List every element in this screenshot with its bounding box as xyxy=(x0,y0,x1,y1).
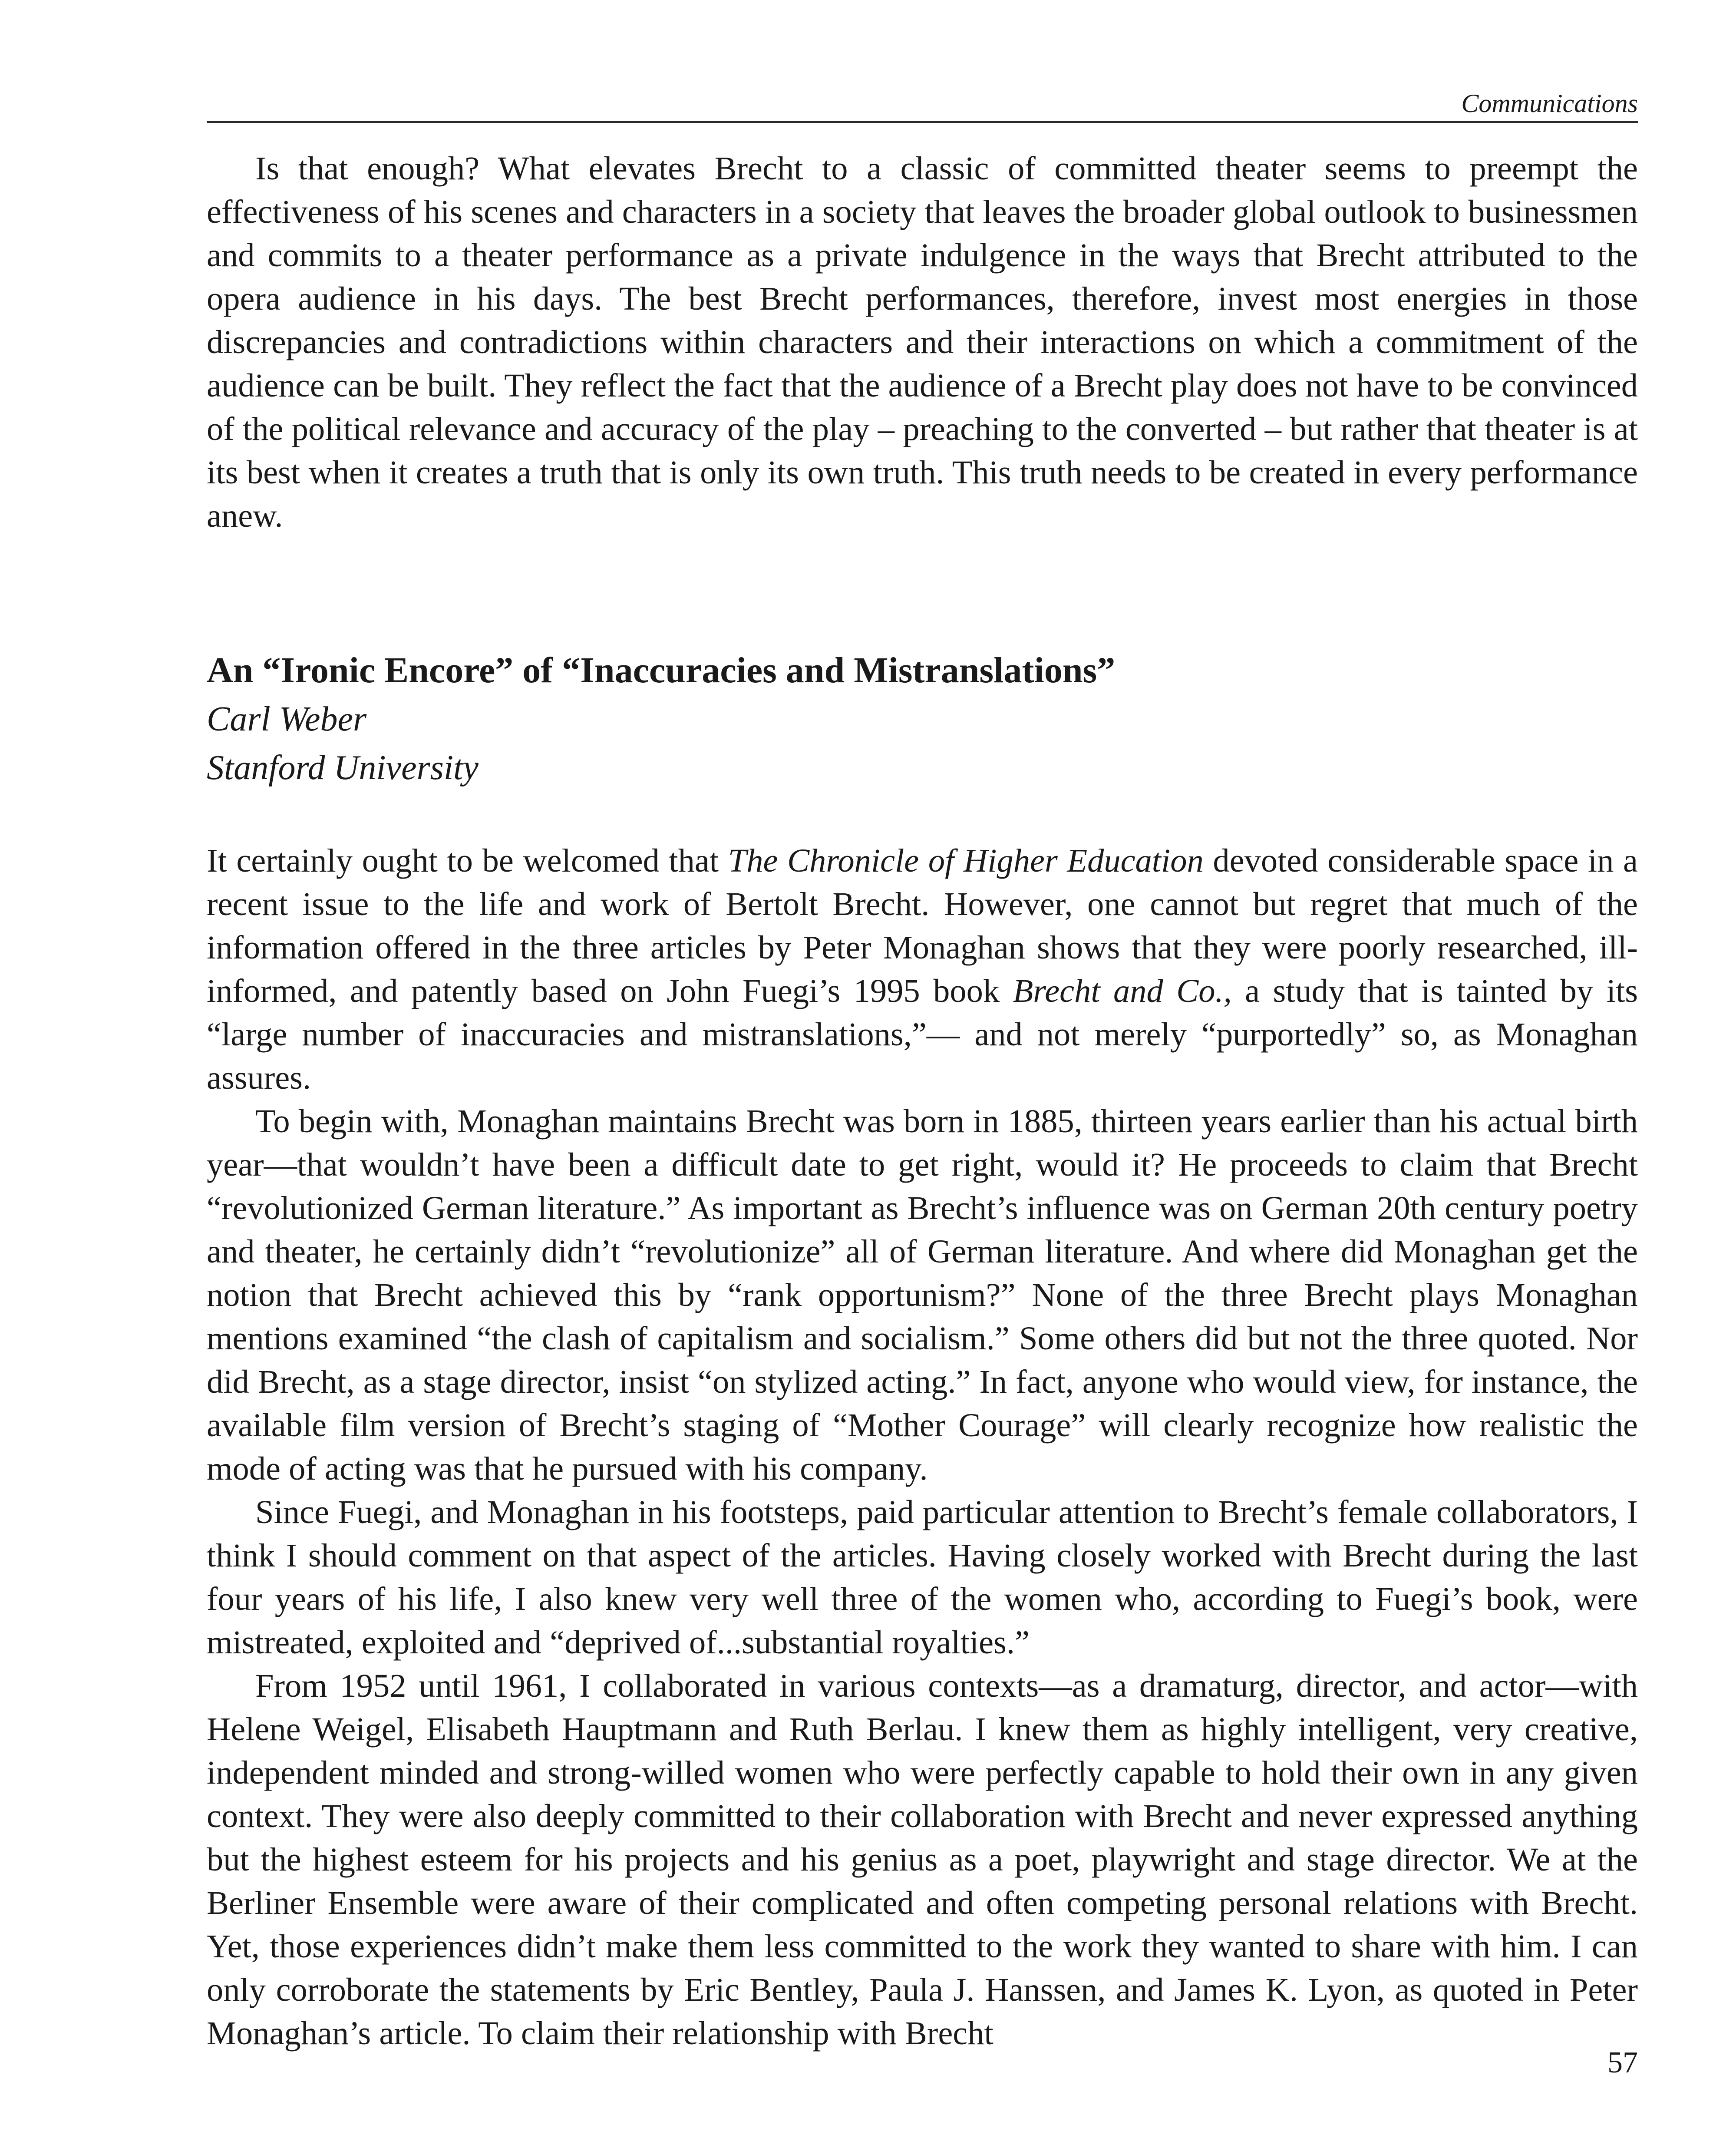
article-author: Carl Weber xyxy=(207,700,367,738)
page-number: 57 xyxy=(1607,2046,1638,2079)
article-paragraph-4: From 1952 until 1961, I collaborated in various contexts—as a dramaturg, director, and actor—with Helene Weigel, Elisabeth Hauptmann and Ruth Berlau. I knew them as highly intelligent, very creative, independent minded and strong-willed women who were perfectly capable to hold their own in any given context. They were also deeply committed to their collaboration with Brecht and never expressed anything but the highest esteem for his projects and his genius as a poet, playwright and stage director. We at the Berliner Ensemble were aware of their complicated and often competing personal relations with Brecht. Yet, those experiences didn’t make them less committed to the work they wanted to share with him. I can only corroborate the statements by Eric Bentley, Paula J. Hanssen, and James K. Lyon, as quoted in Peter Monaghan’s article. To claim their relationship with Brecht xyxy=(207,1667,1638,2052)
section-gap xyxy=(207,538,1638,646)
article-paragraph-1 xyxy=(207,839,1638,1100)
article-paragraph-2: To begin with, Monaghan maintains Brecht was born in 1885, thirteen years earlier than his actual birth year—that wouldn’t have been a difficult date to get right, would it? He proceeds to claim that Brecht “revolutionized German literature.” As important as Brecht’s influence was on German 20th century poetry and theater, he certainly didn’t “revolutionize” all of German literature. And where did Monaghan get the notion that Brecht achieved this by “rank opportunism?” None of the three Brecht plays Monaghan mentions examined “the clash of capitalism and socialism.” Some others did but not the three quoted. Nor did Brecht, as a stage director, insist “on stylized acting.” In fact, anyone who would view, for instance, the available film version of Brecht’s staging of “Mother Courage” will clearly recognize how realistic the mode of acting was that he pursued with his company. xyxy=(207,1103,1638,1487)
journal-title: The Chronicle of Higher Education xyxy=(728,842,1204,879)
p1-text-after: a study that is tainted by its “large number of inaccuracies and mistranslations,”— and not merely “purportedly” so, as Monaghan assures. xyxy=(207,972,1638,1096)
p1-text-before: It certainly ought to be welcomed that xyxy=(207,842,728,879)
book-title: Brecht and Co., xyxy=(1013,972,1232,1009)
page-body xyxy=(207,147,1638,2055)
byline-gap xyxy=(207,792,1638,839)
p1-text-middle: devoted considerable space in a recent issue to the life and work of Bertolt Brecht. However, one cannot but regret that much of the information offered in the three articles by Peter Monaghan shows that they were poorly researched, ill-informed, and patently based on John Fuegi’s 1995 book xyxy=(207,842,1638,1009)
article-paragraph-3: Since Fuegi, and Monaghan in his footsteps, paid particular attention to Brecht’s female collaborators, I think I should comment on that aspect of the articles. Having closely worked with Brecht during the last four years of his life, I also knew very well three of the women who, according to Fuegi’s book, were mistreated, exploited and “deprived of...substantial royalties.” xyxy=(207,1494,1638,1661)
article-affiliation: Stanford University xyxy=(207,749,479,787)
article-title: An “Ironic Encore” of “Inaccuracies and Mistranslations” xyxy=(207,650,1116,691)
running-head xyxy=(207,74,1638,123)
running-title: Communications xyxy=(1461,89,1638,118)
continued-paragraph: Is that enough? What elevates Brecht to a classic of committed theater seems to preempt the effectiveness of his scenes and characters in a society that leaves the broader global outlook to businessmen and commits to a theater performance as a private indulgence in the ways that Brecht attributed to the opera audience in his days. The best Brecht performances, therefore, invest most energies in those discrepancies and contradictions within characters and their interactions on which a commitment of the audience can be built. They reflect the fact that the audience of a Brecht play does not have to be convinced of the political relevance and accuracy of the play – preaching to the converted – but rather that theater is at its best when it creates a truth that is only its own truth. This truth needs to be created in every performance anew. xyxy=(207,150,1638,534)
